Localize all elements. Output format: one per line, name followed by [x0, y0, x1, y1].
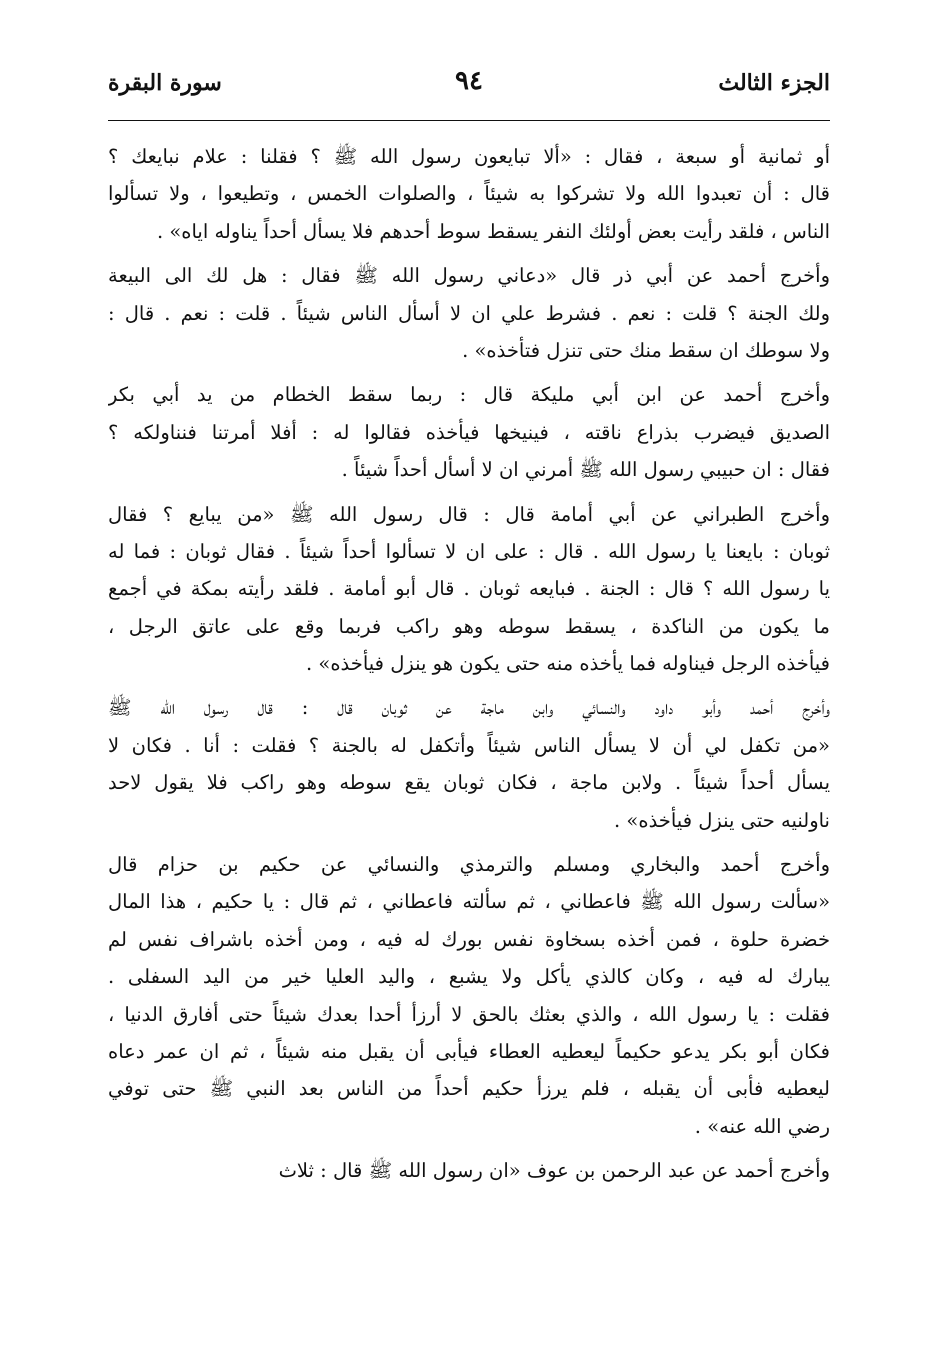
text-line: يسأل أحداً شيئاً . ولابن ماجة ، فكان ثوبان يقع سوطه وهو راكب فلا يقول لاحد	[108, 771, 830, 795]
part-title: الجزء الثالث	[718, 70, 830, 96]
text-line: «سألت رسول الله ﷺ فاعطاني ، ثم سألته فاعطاني ، ثم قال : يا حكيم ، هذا المال	[108, 890, 830, 914]
body-text	[108, 138, 830, 1190]
text-line: وأخرج أحمد عن عبد الرحمن بن عوف «ان رسول الله ﷺ قال : ثلاث	[278, 1159, 830, 1183]
text-line: يبارك له فيه ، وكان كالذي يأكل ولا يشبع ، واليد العليا خير من اليد السفلى .	[108, 965, 830, 989]
text-line: وأخرج أحمد والبخاري ومسلم والترمذي والنسائي عن حكيم بن حزام قال	[108, 853, 830, 877]
text-line: قال : أن تعبدوا الله ولا تشركوا به شيئاً ، والصلوات الخمس ، وتطيعوا ، ولا تسألوا	[108, 182, 830, 206]
text-line: ناولنيه حتى ينزل فيأخذه» .	[614, 808, 830, 832]
text-line: ما يكون من الناكدة ، يسقط سوطه وهو راكب فربما وقع على عاتق الرجل ،	[108, 614, 830, 638]
text-line: أو ثمانية أو سبعة ، فقال : «ألا تبايعون رسول الله ﷺ ؟ فقلنا : علام نبايعك ؟	[108, 145, 830, 168]
text-line: وأخرج أحمد عن أبي ذر قال «دعاني رسول الله ﷺ فقال : هل لك الى البيعة	[108, 264, 830, 288]
text-line: «من تكفل لي أن لا يسأل الناس شيئاً وأتكفل له بالجنة ؟ فقلت : أنا . فكان لا	[108, 733, 830, 757]
paragraph-gap	[108, 682, 830, 689]
text-line: وأخرج أحمد وأبو داود والنسائي وابن ماجة عن ثوبان قال : قال رسول الله ﷺ	[108, 696, 830, 720]
page-header	[108, 66, 830, 106]
text-line: فقال : ان حبيبي رسول الله ﷺ أمرني ان لا أسأل أحداً شيئاً .	[341, 458, 830, 482]
text-line: فقلت : يا رسول الله ، والذي بعثك بالحق لا أرزأ أحدا بعدك شيئاً حتى أفارق الدنيا ،	[108, 1002, 830, 1026]
header-rule	[108, 120, 830, 121]
text-line: وأخرج الطبراني عن أبي أمامة قال : قال رسول الله ﷺ «من يبايع ؟ فقال	[108, 502, 830, 526]
text-line: رضي الله عنه» .	[694, 1114, 830, 1138]
text-line: ليعطيه فأبى أن يقبله ، فلم يرزأ حكيم أحداً من الناس بعد النبي ﷺ حتى توفي	[108, 1077, 830, 1101]
surah-title: سورة البقرة	[108, 70, 222, 96]
text-line: ولك الجنة ؟ قلت : نعم . فشرط علي ان لا أسأل الناس شيئاً . قلت : نعم . قال :	[108, 301, 830, 325]
paragraph-gap	[108, 839, 830, 846]
text-line: ثوبان : بايعنا يا رسول الله . قال : على ان لا تسألوا أحداً شيئاً . فقال ثوبان : فما له	[108, 539, 830, 563]
paragraph	[108, 496, 830, 683]
paragraph-gap	[108, 250, 830, 257]
paragraph	[108, 376, 830, 488]
paragraph	[108, 1152, 830, 1189]
text-line: خضرة حلوة ، فمن أخذه بسخاوة نفس بورك له فيه ، ومن أخذه باشراف نفس لم	[108, 927, 830, 951]
paragraph-gap	[108, 369, 830, 376]
paragraph	[108, 257, 830, 369]
text-line: الصديق فيضرب بذراع ناقته ، فينيخها فيأخذه فقالوا له : أفلا أمرتنا فنناولكه ؟	[108, 420, 830, 444]
paragraph-gap	[108, 489, 830, 496]
text-line: يا رسول الله ؟ قال : الجنة . فبايعه ثوبان . قال أبو أمامة . فلقد رأيته بمكة في أجمع	[108, 577, 830, 601]
paragraph	[108, 846, 830, 1145]
page-number: ٩٤	[455, 66, 483, 96]
text-line: الناس ، فلقد رأيت بعض أولئك النفر يسقط سوط أحدهم فلا يسأل أحداً يناوله اياه» .	[156, 219, 830, 243]
text-line: فيأخذه الرجل فيناوله فما يأخذه منه حتى يكون هو ينزل فيأخذه» .	[306, 652, 830, 676]
text-line: ولا سوطك ان سقط منك حتى تنزل فتأخذه» .	[462, 338, 830, 362]
paragraph-gap	[108, 1145, 830, 1152]
paragraph	[108, 689, 830, 839]
text-line: وأخرج أحمد عن ابن أبي مليكة قال : ربما سقط الخطام من يد أبي بكر	[108, 383, 830, 407]
text-line: فكان أبو بكر يدعو حكيماً ليعطيه العطاء فيأبى أن يقبل منه شيئاً ، ثم ان عمر دعاه	[108, 1039, 830, 1063]
paragraph	[108, 138, 830, 250]
